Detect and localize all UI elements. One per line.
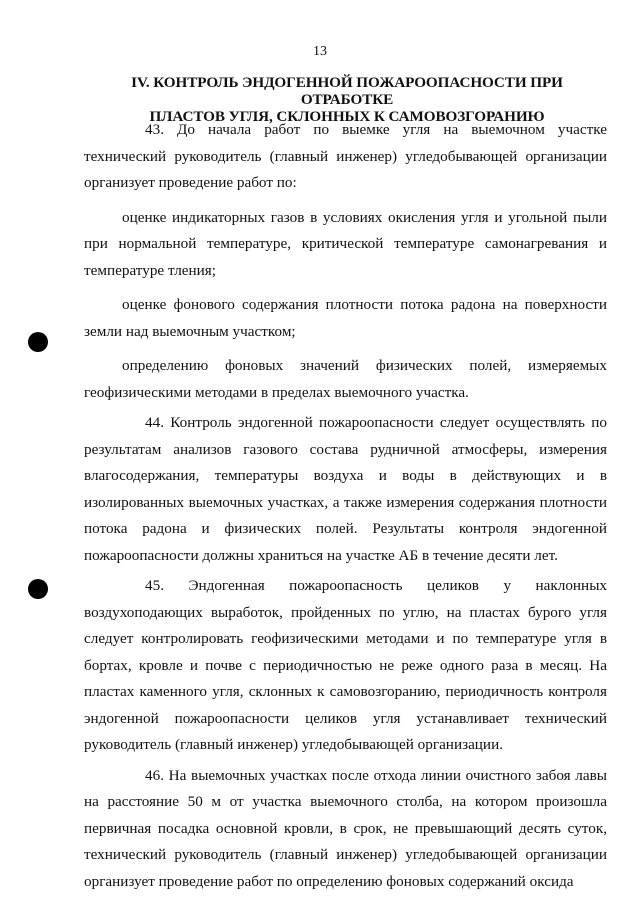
binder-hole-mark: [28, 579, 48, 599]
section-heading-line-1: IV. КОНТРОЛЬ ЭНДОГЕННОЙ ПОЖАРООПАСНОСТИ ПРИ ОТРАБОТКЕ: [131, 74, 563, 108]
list-item-radon-background: оценке фонового содержания плотности потока радона на поверхности земли над выемочным участком;: [84, 296, 607, 340]
paragraph-46: 46. На выемочных участках после отхода линии очистного забоя лавы на расстояние 50 м от участка выемочного столба, на котором произошла первичная посадка основной кровли, в срок, не превышающий десять суток, технический руководитель (главный инженер) угледобывающей организации организует проведение работ по определению фоновых содержаний оксида: [84, 766, 607, 890]
body-text: [84, 117, 607, 895]
paragraph-43: 43. До начала работ по выемке угля на выемочном участке технический руководитель (главный инженер) угледобывающей организации организует проведение работ по:: [84, 121, 607, 191]
binder-hole-mark: [28, 332, 48, 352]
list-item-indicator-gases: оценке индикаторных газов в условиях окисления угля и угольной пыли при нормальной температуре, критической температуре самонагревания и температуре тления;: [84, 208, 607, 279]
list-item-physical-fields: определению фоновых значений физических полей, измеряемых геофизическими методами в пределах выемочного участка.: [84, 357, 607, 401]
section-heading-line-2: ПЛАСТОВ УГЛЯ, СКЛОННЫХ К САМОВОЗГОРАНИЮ: [149, 108, 545, 125]
paragraph-44: 44. Контроль эндогенной пожароопасности следует осуществлять по результатам анализов газового состава рудничной атмосферы, измерения влагосодержания, температуры воздуха и воды в действующих и в изолированных выемочных участках, а также измерения содержания плотности потока радона и физических полей. Результаты контроля эндогенной пожароопасности должны храниться на участке АБ в течение десяти лет.: [84, 414, 607, 564]
page-number: 13: [313, 44, 327, 59]
paragraph-45: 45. Эндогенная пожароопасность целиков у наклонных воздухоподающих выработок, пройденных по углю, на пластах бурого угля следует контролировать геофизическими методами и по температуре угля в бортах, кровле и почве с периодичностью не реже одного раза в месяц. На пластах каменного угля, склонных к самовозгоранию, периодичность контроля эндогенной пожароопасности целиков угля устанавливает технический руководитель (главный инженер) угледобывающей организации.: [84, 577, 607, 753]
